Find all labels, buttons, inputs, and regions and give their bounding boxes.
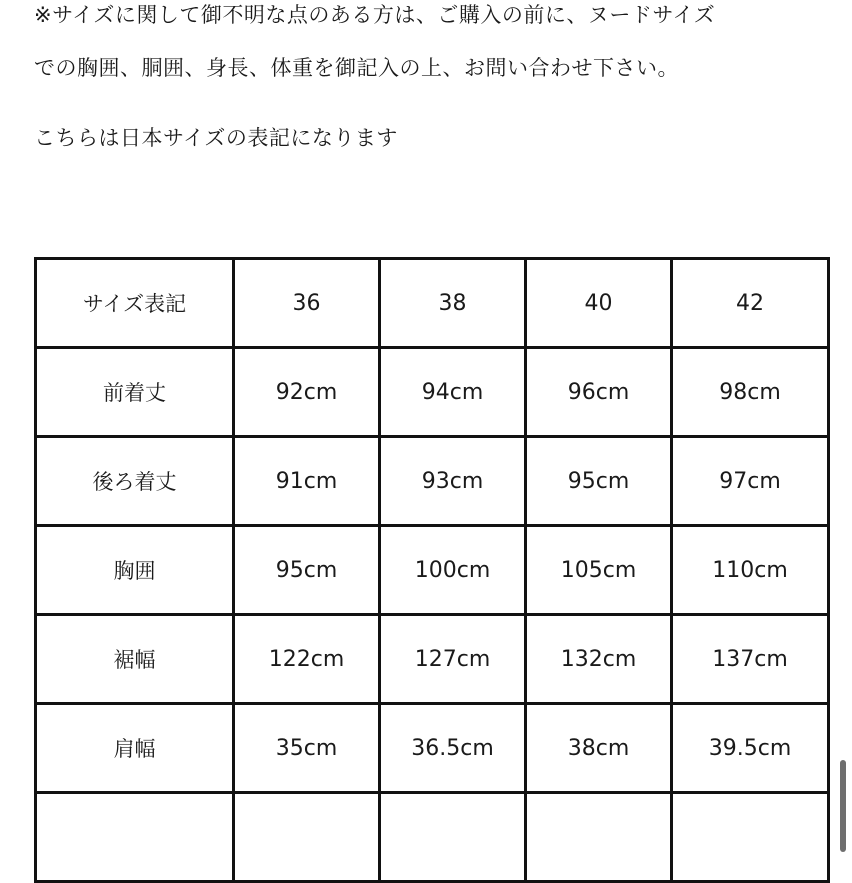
row-label bbox=[36, 793, 234, 882]
measure-cell: 137cm bbox=[672, 615, 829, 704]
measure-cell: 98cm bbox=[672, 348, 829, 437]
measure-cell bbox=[526, 793, 672, 882]
table-row bbox=[36, 615, 829, 704]
row-label: 肩幅 bbox=[36, 704, 234, 793]
measure-cell bbox=[234, 793, 380, 882]
measure-cell: 91cm bbox=[234, 437, 380, 526]
size-header-cell: 38 bbox=[380, 259, 526, 348]
measure-cell: 96cm bbox=[526, 348, 672, 437]
row-label: 前着丈 bbox=[36, 348, 234, 437]
table-row bbox=[36, 437, 829, 526]
measure-cell bbox=[672, 793, 829, 882]
measure-cell: 36.5cm bbox=[380, 704, 526, 793]
table-row bbox=[36, 793, 829, 882]
vertical-scrollbar-thumb[interactable] bbox=[840, 760, 846, 852]
table-row bbox=[36, 704, 829, 793]
size-label-header: サイズ表記 bbox=[36, 259, 234, 348]
japan-size-note: こちらは日本サイズの表記になります bbox=[34, 126, 398, 150]
size-header-cell: 42 bbox=[672, 259, 829, 348]
measure-cell: 110cm bbox=[672, 526, 829, 615]
measure-cell: 100cm bbox=[380, 526, 526, 615]
row-label: 後ろ着丈 bbox=[36, 437, 234, 526]
measure-cell: 38cm bbox=[526, 704, 672, 793]
measure-cell: 97cm bbox=[672, 437, 829, 526]
measure-cell bbox=[380, 793, 526, 882]
table-header-row bbox=[36, 259, 829, 348]
measure-cell: 95cm bbox=[526, 437, 672, 526]
row-label: 胸囲 bbox=[36, 526, 234, 615]
measure-cell: 105cm bbox=[526, 526, 672, 615]
size-header-cell: 36 bbox=[234, 259, 380, 348]
measure-cell: 95cm bbox=[234, 526, 380, 615]
table-row bbox=[36, 348, 829, 437]
size-inquiry-note: ※サイズに関して御不明な点のある方は、ご購入の前に、ヌードサイズ bbox=[34, 3, 716, 27]
measure-cell: 93cm bbox=[380, 437, 526, 526]
size-inquiry-note-continued: での胸囲、胴囲、身長、体重を御記入の上、お問い合わせ下さい。 bbox=[34, 56, 679, 80]
size-chart-table bbox=[34, 257, 830, 883]
measure-cell: 127cm bbox=[380, 615, 526, 704]
measure-cell: 94cm bbox=[380, 348, 526, 437]
table-row bbox=[36, 526, 829, 615]
measure-cell: 122cm bbox=[234, 615, 380, 704]
size-header-cell: 40 bbox=[526, 259, 672, 348]
measure-cell: 92cm bbox=[234, 348, 380, 437]
measure-cell: 132cm bbox=[526, 615, 672, 704]
measure-cell: 39.5cm bbox=[672, 704, 829, 793]
row-label: 裾幅 bbox=[36, 615, 234, 704]
measure-cell: 35cm bbox=[234, 704, 380, 793]
